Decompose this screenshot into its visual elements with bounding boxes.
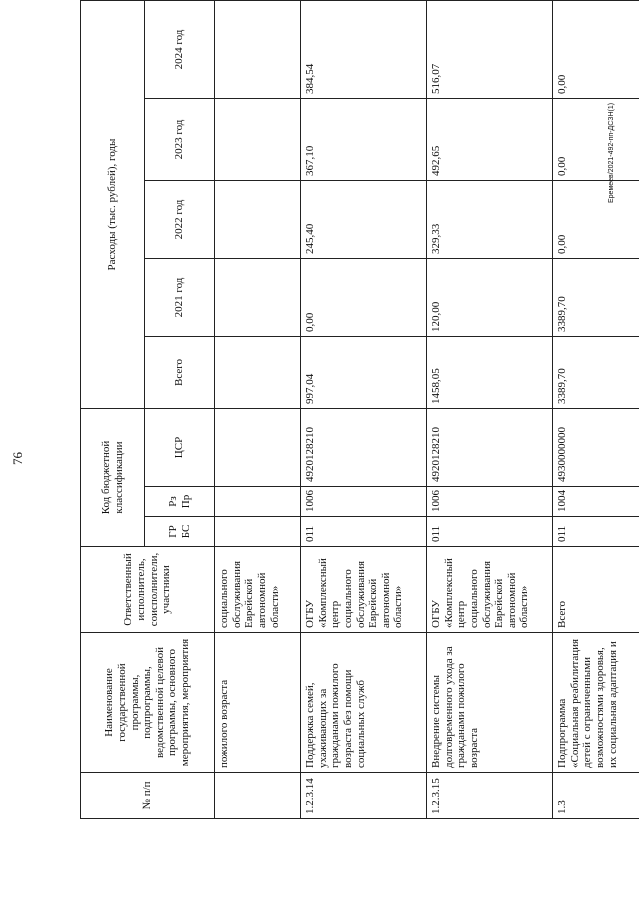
table-row (215, 1, 301, 819)
row-2023 (215, 99, 301, 181)
row-name: Внедрение системы долговременного ухода за гражданами пожилого возраста (427, 633, 553, 773)
header-csr: ЦСР (145, 409, 215, 487)
document-code: Еремеев/2021-492-пп-ДСЗН(1) (608, 102, 615, 203)
header-2022: 2022 год (145, 181, 215, 259)
row-responsible: ОГБУ «Комплексный центр социального обслуживания Еврейской автономной области» (301, 547, 427, 633)
row-2022: 245,40 (301, 181, 427, 259)
row-2024: 384,54 (301, 1, 427, 99)
row-num: 1.3 (553, 773, 639, 819)
row-total: 997,04 (301, 337, 427, 409)
row-responsible: социального обслуживания Еврейской автономной области» (215, 547, 301, 633)
budget-table (80, 0, 639, 819)
row-2021: 0,00 (301, 259, 427, 337)
row-rzpr: 1004 (553, 487, 639, 517)
row-2023: 492,65 (427, 99, 553, 181)
header-name: Наименование государственной программы, подпрограммы, ведомственной целевой программы, основного мероприятия, мероприятия (81, 633, 215, 773)
header-expenses: Расходы (тыс. рублей), годы (81, 1, 145, 409)
row-responsible: ОГБУ «Комплексный центр социального обслуживания Еврейской автономной области» (427, 547, 553, 633)
row-2024: 0,00 (553, 1, 639, 99)
row-2023: 367,10 (301, 99, 427, 181)
header-2023: 2023 год (145, 99, 215, 181)
row-2021: 3389,70 (553, 259, 639, 337)
row-2021 (215, 259, 301, 337)
header-rzpr: Рз Пр (145, 487, 215, 517)
row-num: 1.2.3.14 (301, 773, 427, 819)
header-budget-code: Код бюджетной классификации (81, 409, 145, 547)
row-total (215, 337, 301, 409)
row-2022: 329,33 (427, 181, 553, 259)
row-name: Поддержка семей, ухаживающих за гражданами пожилого возраста без помощи социальных служб (301, 633, 427, 773)
row-2021: 120,00 (427, 259, 553, 337)
row-2024: 516,07 (427, 1, 553, 99)
row-2024 (215, 1, 301, 99)
row-total: 3389,70 (553, 337, 639, 409)
row-rzpr: 1006 (427, 487, 553, 517)
header-2021: 2021 год (145, 259, 215, 337)
row-name: Подпрограмма «Социальная реабилитация детей с ограниченными возможностями здоровья, их социальная адаптация и (553, 633, 639, 773)
row-2022: 0,00 (553, 181, 639, 259)
row-name: пожилого возраста (215, 633, 301, 773)
row-2023: 0,00 (553, 99, 639, 181)
header-num: № п/п (81, 773, 215, 819)
table-row (427, 1, 553, 819)
row-num (215, 773, 301, 819)
header-total: Всего (145, 337, 215, 409)
header-grbs: ГР БС (145, 517, 215, 547)
row-rzpr (215, 487, 301, 517)
row-csr: 4930000000 (553, 409, 639, 487)
row-grbs: 011 (427, 517, 553, 547)
row-csr: 4920128210 (427, 409, 553, 487)
row-num: 1.2.3.15 (427, 773, 553, 819)
row-total: 1458,05 (427, 337, 553, 409)
page-number: 76 (10, 452, 25, 465)
row-csr: 4920128210 (301, 409, 427, 487)
row-responsible: Всего (553, 547, 639, 633)
row-rzpr: 1006 (301, 487, 427, 517)
table-row (553, 1, 639, 819)
row-csr (215, 409, 301, 487)
table-row (301, 1, 427, 819)
header-2024: 2024 год (145, 1, 215, 99)
row-grbs: 011 (301, 517, 427, 547)
row-grbs (215, 517, 301, 547)
row-2022 (215, 181, 301, 259)
row-grbs: 011 (553, 517, 639, 547)
header-responsible: Ответственный исполнитель, соисполнители, участники (81, 547, 215, 633)
